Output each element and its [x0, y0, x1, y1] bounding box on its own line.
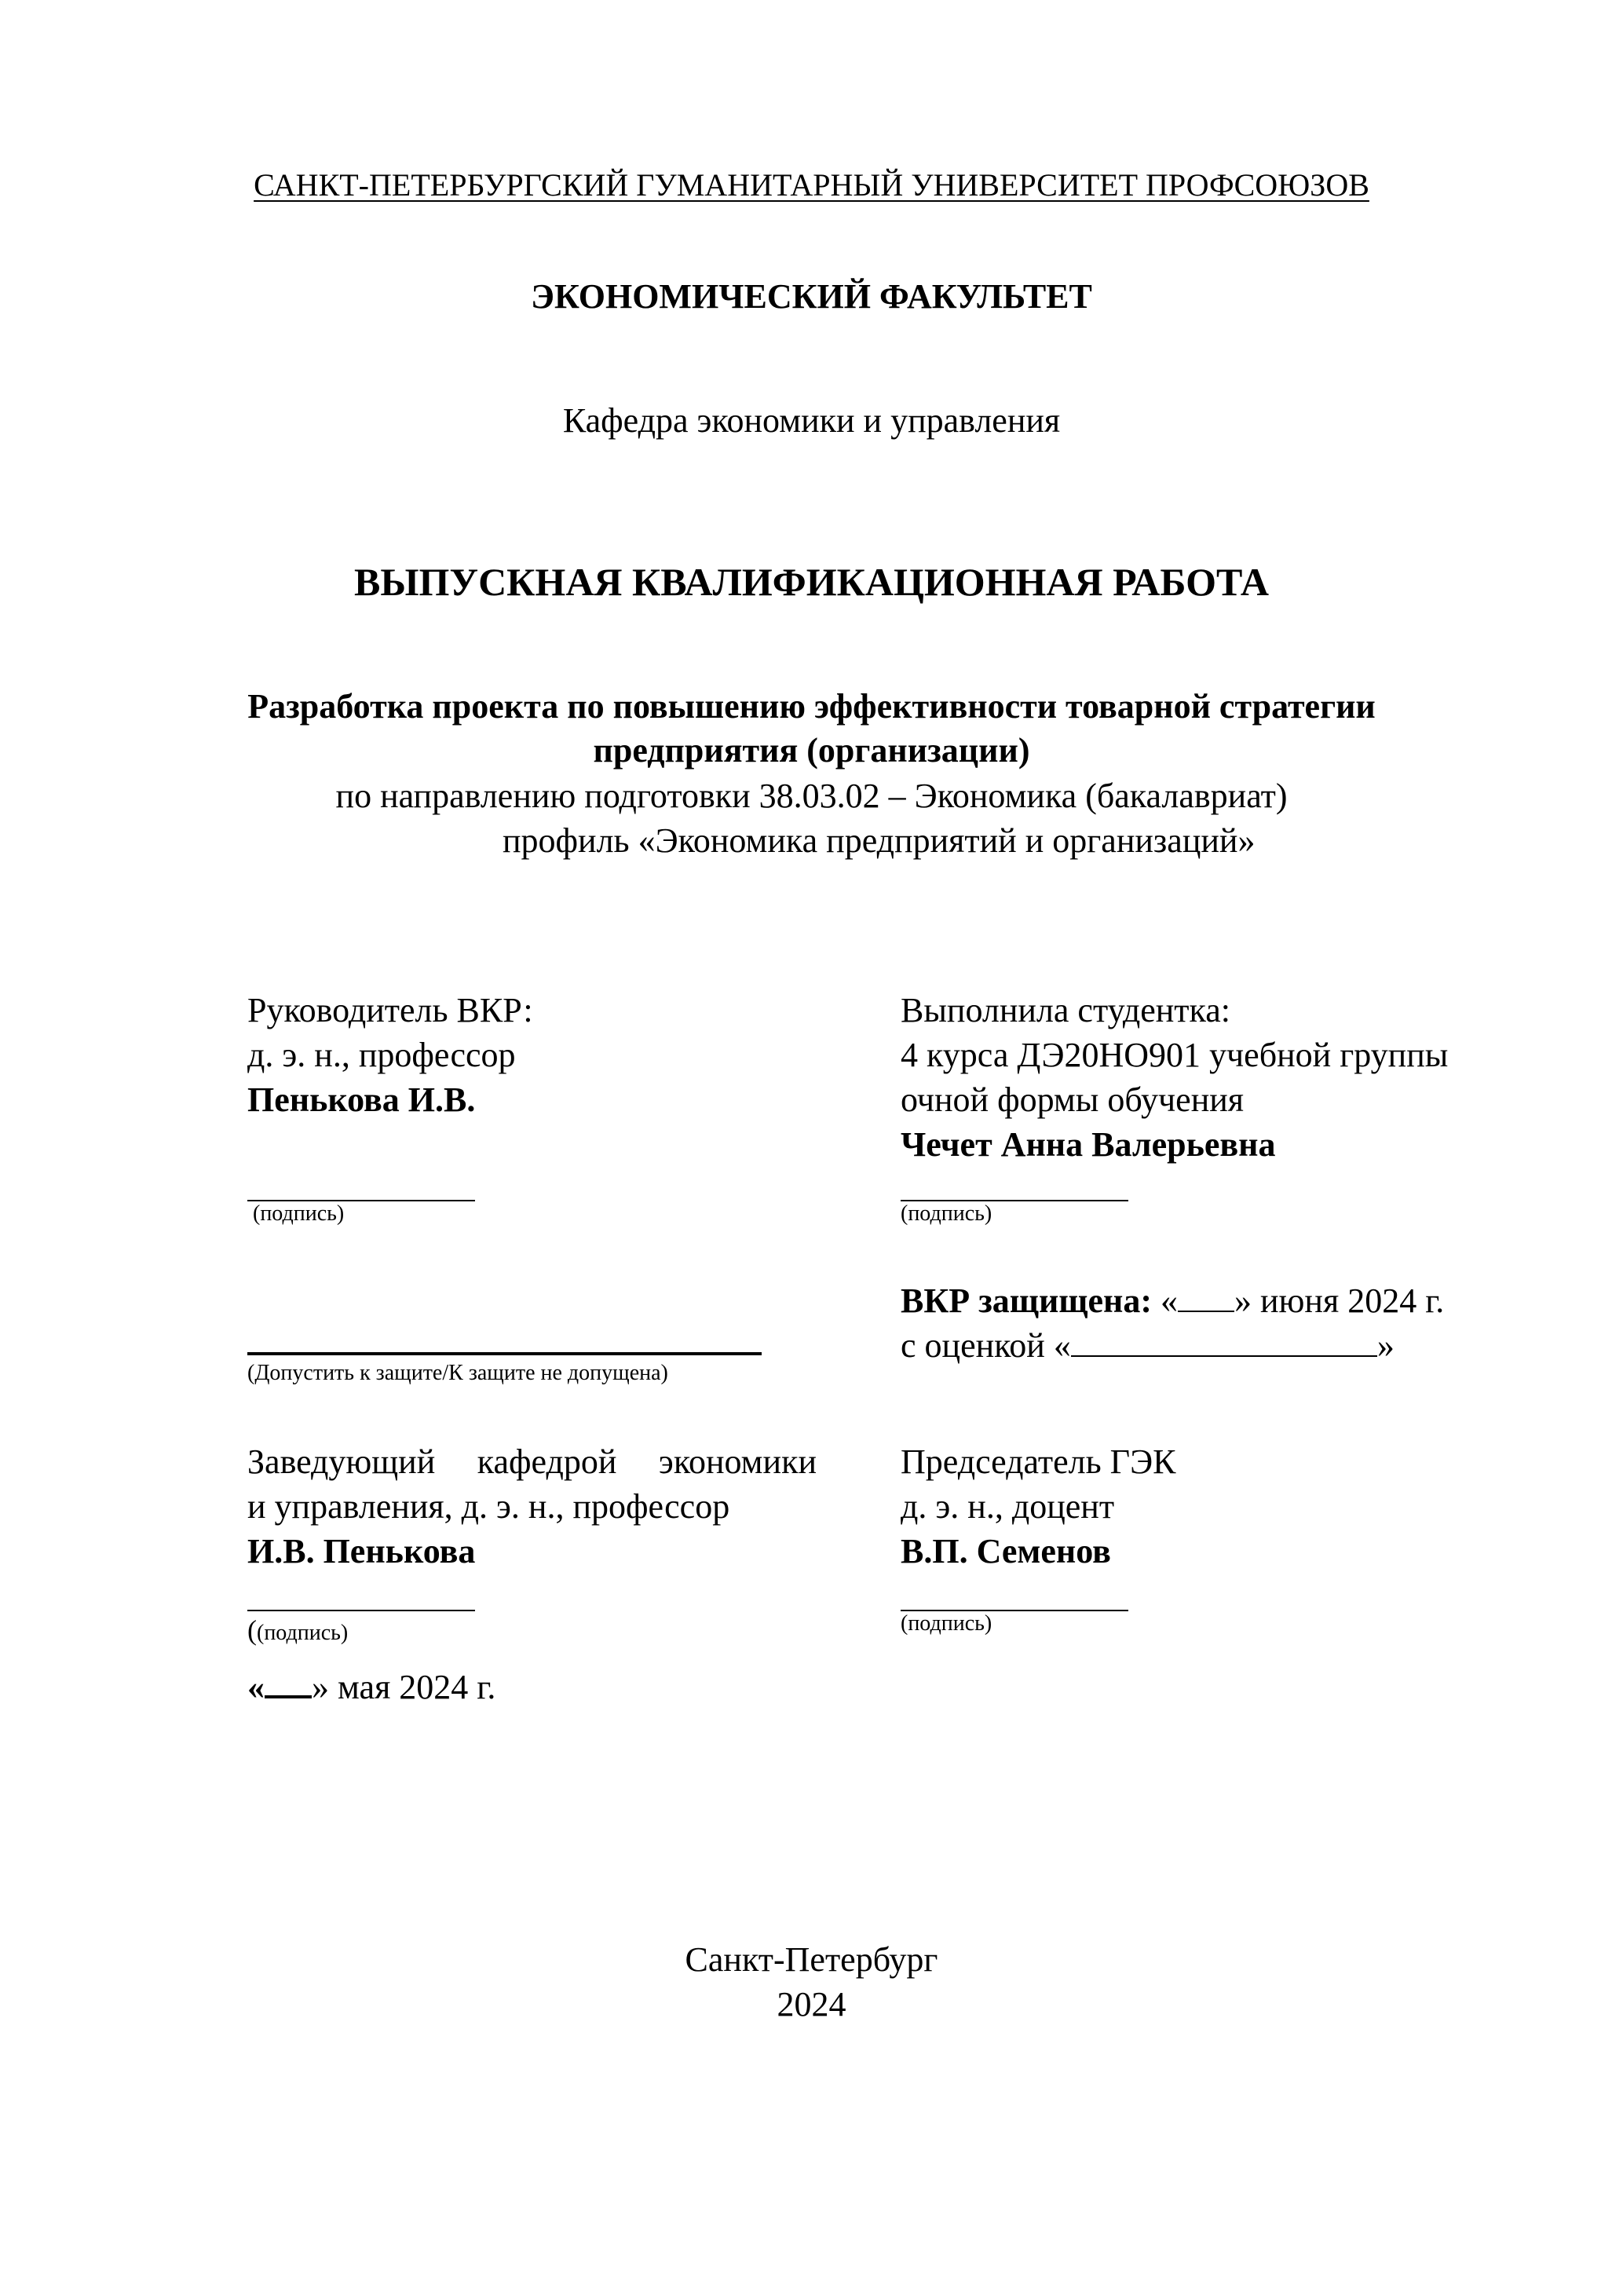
- commission-chair-block: [901, 1439, 1176, 1574]
- university-name: САНКТ-ПЕТЕРБУРГСКИЙ ГУМАНИТАРНЫЙ УНИВЕРСИТЕТ ПРОФСОЮЗОВ: [254, 167, 1369, 203]
- defense-grade-line: [901, 1323, 1444, 1368]
- head-date-line: [247, 1665, 495, 1709]
- student-group: 4 курса ДЭ20НО901 учебной группы: [901, 1036, 1449, 1074]
- department-name: Кафедра экономики и управления: [562, 401, 1061, 440]
- defense-day-blank: [1178, 1311, 1234, 1312]
- supervisor-label: Руководитель ВКР:: [247, 991, 533, 1029]
- defense-date-line: [901, 1278, 1444, 1323]
- supervisor-name: Пенькова И.В.: [247, 1080, 476, 1119]
- defense-grade-suffix: »: [1376, 1326, 1395, 1365]
- supervisor-title: д. э. н., профессор: [247, 1036, 516, 1074]
- admission-decision-line: [247, 1352, 762, 1355]
- defense-label: ВКР защищена:: [901, 1281, 1152, 1320]
- head-line2: и управления, д. э. н., профессор: [247, 1487, 730, 1526]
- work-topic-line1: Разработка проекта по повышению эффективности товарной стратегии: [247, 687, 1376, 726]
- supervisor-signature-caption: (подпись): [253, 1201, 345, 1226]
- supervisor-block: [247, 988, 533, 1122]
- student-block: [901, 988, 1448, 1167]
- study-profile: профиль «Экономика предприятий и организаций»: [503, 821, 1256, 860]
- defense-grade-prefix: с оценкой «: [901, 1326, 1071, 1365]
- student-label: Выполнила студентка:: [901, 991, 1230, 1029]
- chair-title: д. э. н., доцент: [901, 1487, 1115, 1526]
- footer-city: Санкт-Петербург: [685, 1940, 938, 1979]
- head-date-rest: » мая 2024 г.: [312, 1668, 496, 1706]
- head-of-department-block: [247, 1439, 817, 1574]
- head-name: И.В. Пенькова: [247, 1532, 476, 1570]
- work-topic: [0, 685, 1623, 773]
- chair-label: Председатель ГЭК: [901, 1442, 1176, 1481]
- defense-block: [901, 1278, 1444, 1368]
- admission-caption: (Допустить к защите/К защите не допущена): [247, 1361, 668, 1385]
- head-date-day-blank: [265, 1695, 312, 1698]
- student-name: Чечет Анна Валерьевна: [901, 1125, 1276, 1164]
- faculty-name: ЭКОНОМИЧЕСКИЙ ФАКУЛЬТЕТ: [531, 277, 1092, 316]
- head-signature-caption: (подпись): [257, 1621, 349, 1645]
- chair-signature-caption: (подпись): [901, 1611, 992, 1636]
- study-direction: по направлению подготовки 38.03.02 – Экономика (бакалавриат): [335, 777, 1288, 815]
- chair-name: В.П. Семенов: [901, 1532, 1111, 1570]
- defense-grade-blank: [1071, 1355, 1377, 1357]
- student-signature-caption: (подпись): [901, 1201, 992, 1226]
- work-topic-line2: предприятия (организации): [593, 731, 1030, 770]
- head-signature-caption-wrap: ((подпись): [247, 1614, 349, 1646]
- student-form: очной формы обучения: [901, 1080, 1245, 1119]
- footer-year: 2024: [777, 1985, 846, 2024]
- head-date-open-quote: «: [247, 1668, 265, 1706]
- head-line1: Заведующий кафедрой экономики: [247, 1442, 817, 1481]
- defense-date-rest: » июня 2024 г.: [1234, 1281, 1445, 1320]
- defense-open-quote: «: [1161, 1281, 1178, 1320]
- work-type-title: ВЫПУСКНАЯ КВАЛИФИКАЦИОННАЯ РАБОТА: [354, 560, 1269, 604]
